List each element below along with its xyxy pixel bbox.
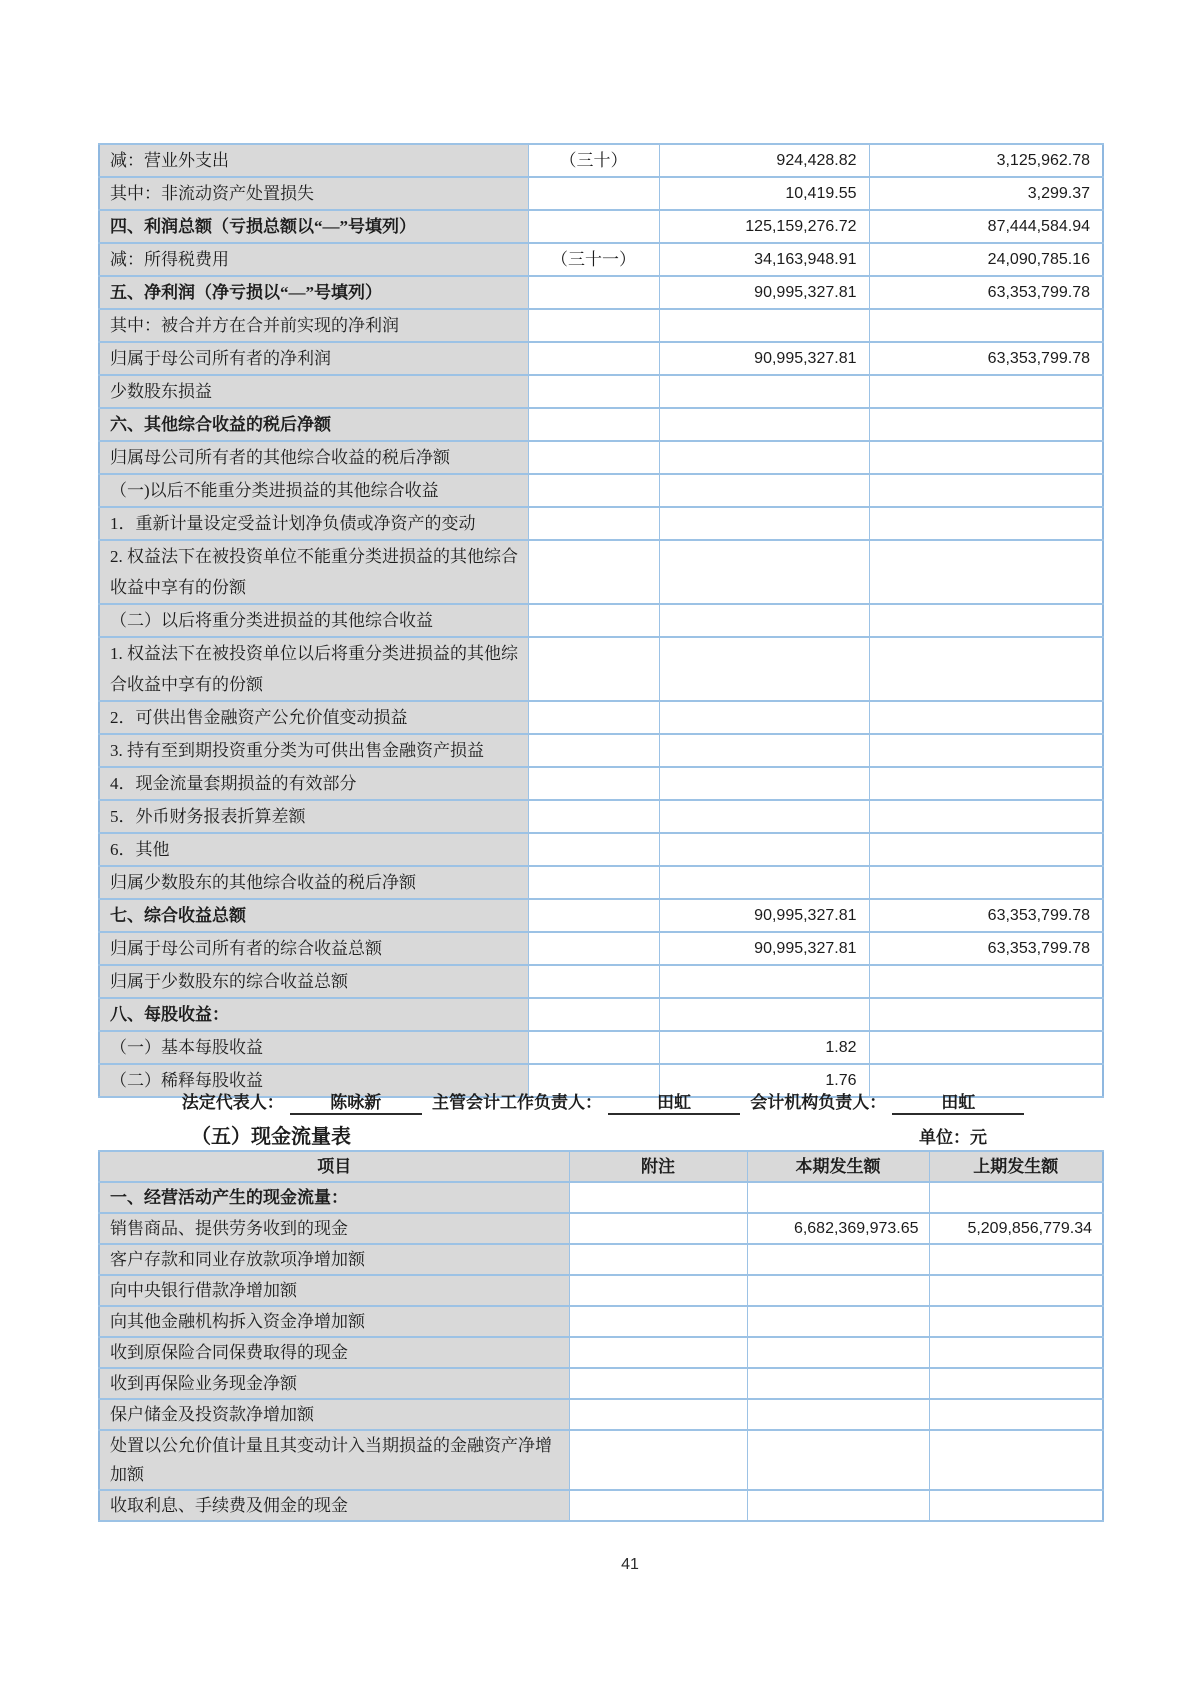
table-row [99, 375, 1103, 408]
table-row [99, 1275, 1103, 1306]
table-row [99, 342, 1103, 375]
row-prior-value [929, 1182, 1103, 1213]
row-note [528, 899, 659, 932]
row-label: （一）基本每股收益 [99, 1031, 528, 1064]
row-current-value [659, 408, 869, 441]
row-note [569, 1490, 747, 1521]
row-current-value [659, 309, 869, 342]
table-row [99, 144, 1103, 177]
chief-accountant-label: 主管会计工作负责人： [432, 1093, 602, 1112]
row-label: 六、其他综合收益的税后净额 [99, 408, 528, 441]
legal-representative-label: 法定代表人： [181, 1093, 284, 1112]
row-current-value [659, 866, 869, 899]
row-current-value [659, 441, 869, 474]
row-prior-value [869, 1031, 1103, 1064]
row-label: 其中：非流动资产处置损失 [99, 177, 528, 210]
row-label: （二）以后将重分类进损益的其他综合收益 [99, 604, 528, 637]
row-label: 客户存款和同业存放款项净增加额 [99, 1244, 569, 1275]
row-label: 2. 权益法下在被投资单位不能重分类进损益的其他综合收益中享有的份额 [99, 540, 528, 604]
table-row [99, 734, 1103, 767]
row-note [528, 441, 659, 474]
row-prior-value [869, 540, 1103, 604]
table-row [99, 1430, 1103, 1490]
row-label: 五、净利润（净亏损以“—”号填列） [99, 276, 528, 309]
row-note [528, 309, 659, 342]
row-label: 归属于母公司所有者的综合收益总额 [99, 932, 528, 965]
row-label: 保户储金及投资款净增加额 [99, 1399, 569, 1430]
row-note [528, 474, 659, 507]
row-note [528, 210, 659, 243]
row-prior-value: 3,125,962.78 [869, 144, 1103, 177]
cash-flow-section-title: （五）现金流量表 [191, 1126, 351, 1148]
row-prior-value [929, 1430, 1103, 1490]
table-row [99, 177, 1103, 210]
row-prior-value [869, 474, 1103, 507]
column-header-prior-period: 上期发生额 [929, 1151, 1103, 1182]
row-note [569, 1213, 747, 1244]
table-row [99, 210, 1103, 243]
row-prior-value [869, 701, 1103, 734]
row-label: 销售商品、提供劳务收到的现金 [99, 1213, 569, 1244]
row-prior-value [869, 604, 1103, 637]
row-note [569, 1306, 747, 1337]
row-prior-value [929, 1490, 1103, 1521]
row-note [528, 540, 659, 604]
row-current-value: 34,163,948.91 [659, 243, 869, 276]
row-note: （三十一） [528, 243, 659, 276]
row-note [569, 1399, 747, 1430]
row-note [528, 276, 659, 309]
row-prior-value: 87,444,584.94 [869, 210, 1103, 243]
row-prior-value [869, 866, 1103, 899]
row-label: 一、经营活动产生的现金流量： [99, 1182, 569, 1213]
table-row [99, 1399, 1103, 1430]
table-row [99, 540, 1103, 604]
row-prior-value [869, 734, 1103, 767]
table-row [99, 408, 1103, 441]
row-note [528, 932, 659, 965]
row-current-value: 1.76 [659, 1064, 869, 1097]
row-note [528, 701, 659, 734]
row-label: 收到再保险业务现金净额 [99, 1368, 569, 1399]
row-current-value [747, 1399, 929, 1430]
row-current-value [659, 507, 869, 540]
row-note [528, 342, 659, 375]
row-prior-value: 63,353,799.78 [869, 342, 1103, 375]
table-row [99, 965, 1103, 998]
row-current-value [747, 1337, 929, 1368]
table-row [99, 1213, 1103, 1244]
row-note [528, 800, 659, 833]
row-label: 减：所得税费用 [99, 243, 528, 276]
row-label: 5．外币财务报表折算差额 [99, 800, 528, 833]
row-note [569, 1244, 747, 1275]
income-statement-table [98, 143, 1104, 1098]
row-prior-value [869, 507, 1103, 540]
row-current-value [747, 1368, 929, 1399]
row-note [569, 1275, 747, 1306]
table-row [99, 1182, 1103, 1213]
row-current-value: 90,995,327.81 [659, 932, 869, 965]
row-prior-value [869, 833, 1103, 866]
row-prior-value: 63,353,799.78 [869, 899, 1103, 932]
table-row [99, 243, 1103, 276]
cash-flow-table [98, 1150, 1104, 1522]
row-label: 收取利息、手续费及佣金的现金 [99, 1490, 569, 1521]
row-note [569, 1368, 747, 1399]
row-current-value: 6,682,369,973.65 [747, 1213, 929, 1244]
row-label: 七、综合收益总额 [99, 899, 528, 932]
table-row [99, 637, 1103, 701]
row-note: （三十） [528, 144, 659, 177]
row-label: 向中央银行借款净增加额 [99, 1275, 569, 1306]
page-number: 41 [621, 1556, 639, 1573]
row-current-value: 10,419.55 [659, 177, 869, 210]
row-note [528, 375, 659, 408]
row-prior-value: 5,209,856,779.34 [929, 1213, 1103, 1244]
row-label: 处置以公允价值计量且其变动计入当期损益的金融资产净增加额 [99, 1430, 569, 1490]
column-header-current-period: 本期发生额 [747, 1151, 929, 1182]
row-current-value: 90,995,327.81 [659, 342, 869, 375]
row-current-value [659, 767, 869, 800]
row-note [528, 998, 659, 1031]
table-row [99, 1490, 1103, 1521]
table-row [99, 441, 1103, 474]
row-prior-value [869, 998, 1103, 1031]
row-current-value [747, 1490, 929, 1521]
table-row [99, 309, 1103, 342]
row-prior-value [869, 637, 1103, 701]
row-prior-value [869, 375, 1103, 408]
table-row [99, 701, 1103, 734]
accounting-dept-head-name: 田虹 [892, 1093, 1024, 1115]
row-note [528, 177, 659, 210]
row-current-value [747, 1244, 929, 1275]
table-row [99, 767, 1103, 800]
row-current-value: 90,995,327.81 [659, 276, 869, 309]
row-label: 减：营业外支出 [99, 144, 528, 177]
row-prior-value: 24,090,785.16 [869, 243, 1103, 276]
row-note [528, 866, 659, 899]
row-note [528, 965, 659, 998]
row-label: 其中：被合并方在合并前实现的净利润 [99, 309, 528, 342]
row-label: 归属少数股东的其他综合收益的税后净额 [99, 866, 528, 899]
row-note [528, 734, 659, 767]
column-header-note: 附注 [569, 1151, 747, 1182]
row-current-value [659, 965, 869, 998]
row-current-value [659, 540, 869, 604]
row-label: 八、每股收益： [99, 998, 528, 1031]
row-note [528, 767, 659, 800]
table-row [99, 1306, 1103, 1337]
row-current-value [659, 637, 869, 701]
legal-representative-name: 陈咏新 [290, 1093, 422, 1115]
row-current-value [659, 734, 869, 767]
row-current-value: 1.82 [659, 1031, 869, 1064]
table-row [99, 833, 1103, 866]
row-note [528, 833, 659, 866]
row-prior-value [869, 965, 1103, 998]
table-row [99, 899, 1103, 932]
row-current-value [747, 1182, 929, 1213]
row-label: 四、利润总额（亏损总额以“—”号填列） [99, 210, 528, 243]
row-current-value [747, 1306, 929, 1337]
table-row [99, 474, 1103, 507]
row-prior-value [929, 1368, 1103, 1399]
row-prior-value [929, 1244, 1103, 1275]
row-label: 归属于少数股东的综合收益总额 [99, 965, 528, 998]
table-row [99, 276, 1103, 309]
row-current-value [747, 1275, 929, 1306]
row-current-value [659, 701, 869, 734]
row-current-value [659, 375, 869, 408]
row-label: 4．现金流量套期损益的有效部分 [99, 767, 528, 800]
row-current-value [659, 800, 869, 833]
table-row [99, 866, 1103, 899]
row-label: 向其他金融机构拆入资金净增加额 [99, 1306, 569, 1337]
row-current-value [659, 833, 869, 866]
table-row [99, 1337, 1103, 1368]
row-label: 收到原保险合同保费取得的现金 [99, 1337, 569, 1368]
table-header-row [99, 1151, 1103, 1182]
row-note [528, 1031, 659, 1064]
row-prior-value [869, 309, 1103, 342]
row-prior-value [869, 408, 1103, 441]
row-current-value: 125,159,276.72 [659, 210, 869, 243]
table-row [99, 932, 1103, 965]
row-note [528, 507, 659, 540]
row-label: 归属于母公司所有者的净利润 [99, 342, 528, 375]
row-label: 1．重新计量设定受益计划净负债或净资产的变动 [99, 507, 528, 540]
row-label: 归属母公司所有者的其他综合收益的税后净额 [99, 441, 528, 474]
row-note [569, 1430, 747, 1490]
row-prior-value [929, 1306, 1103, 1337]
row-prior-value [869, 441, 1103, 474]
row-current-value: 924,428.82 [659, 144, 869, 177]
row-note [528, 408, 659, 441]
row-prior-value [929, 1337, 1103, 1368]
row-current-value [659, 604, 869, 637]
row-prior-value: 3,299.37 [869, 177, 1103, 210]
row-note [569, 1337, 747, 1368]
row-note [569, 1182, 747, 1213]
row-label: （一)以后不能重分类进损益的其他综合收益 [99, 474, 528, 507]
row-current-value [747, 1430, 929, 1490]
row-label: 3. 持有至到期投资重分类为可供出售金融资产损益 [99, 734, 528, 767]
table-row [99, 1368, 1103, 1399]
row-label: 少数股东损益 [99, 375, 528, 408]
chief-accountant-name: 田虹 [608, 1093, 740, 1115]
row-current-value: 90,995,327.81 [659, 899, 869, 932]
row-prior-value [869, 800, 1103, 833]
row-prior-value [929, 1275, 1103, 1306]
currency-unit-label: 单位：元 [919, 1128, 987, 1147]
cash-flow-heading-row [98, 1120, 1102, 1149]
table-row [99, 1031, 1103, 1064]
row-current-value [659, 998, 869, 1031]
table-row [99, 998, 1103, 1031]
accounting-dept-head-label: 会计机构负责人： [750, 1093, 887, 1112]
row-label: 1. 权益法下在被投资单位以后将重分类进损益的其他综合收益中享有的份额 [99, 637, 528, 701]
row-current-value [659, 474, 869, 507]
column-header-item: 项目 [99, 1151, 569, 1182]
row-label: （二）稀释每股收益 [99, 1064, 528, 1097]
table-row [99, 507, 1103, 540]
table-row [99, 604, 1103, 637]
row-note [528, 604, 659, 637]
table-row [99, 1244, 1103, 1275]
row-label: 6．其他 [99, 833, 528, 866]
row-prior-value: 63,353,799.78 [869, 276, 1103, 309]
row-prior-value [929, 1399, 1103, 1430]
signature-line [98, 1088, 1102, 1115]
row-prior-value: 63,353,799.78 [869, 932, 1103, 965]
table-row [99, 800, 1103, 833]
row-label: 2．可供出售金融资产公允价值变动损益 [99, 701, 528, 734]
row-prior-value [869, 767, 1103, 800]
row-note [528, 637, 659, 701]
